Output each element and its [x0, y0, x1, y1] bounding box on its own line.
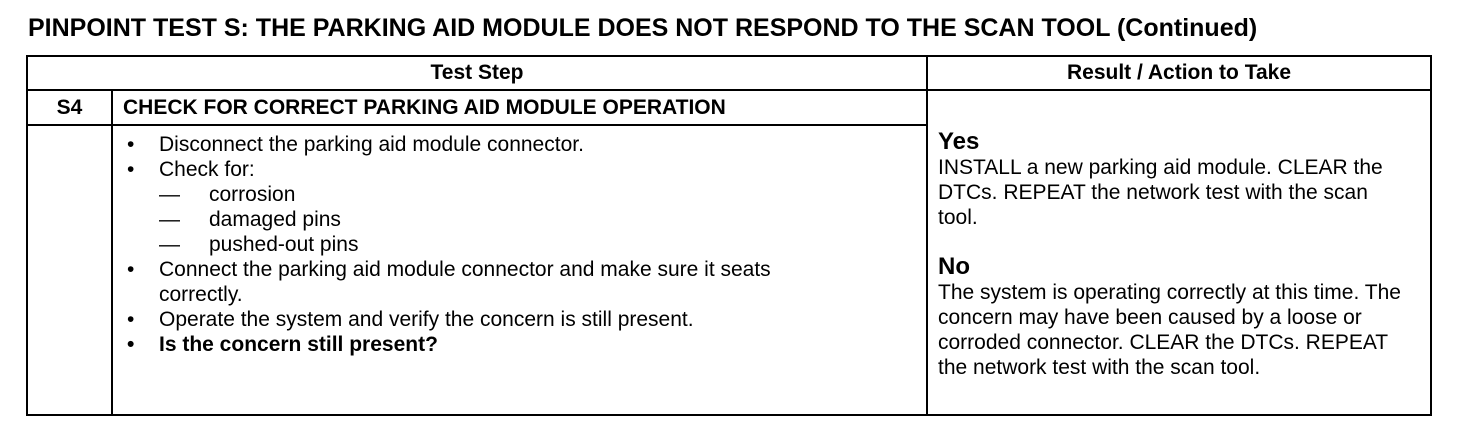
list-item [121, 132, 918, 157]
instruction-connect: Connect the parking aid module connector and make sure it seats correctly. [159, 258, 771, 306]
bullet-icon: • [127, 333, 135, 356]
bullet-icon: • [127, 258, 135, 281]
result-no-label: No [938, 253, 970, 280]
step-title: CHECK FOR CORRECT PARKING AID MODULE OPERATION [112, 90, 927, 125]
header-result-action: Result / Action to Take [927, 56, 1431, 90]
instruction-list [121, 132, 918, 357]
instruction-disconnect: Disconnect the parking aid module connector. [159, 133, 584, 156]
table-header-row [27, 56, 1431, 90]
step-title-row [27, 90, 1431, 125]
sub-item-damaged-pins: — damaged pins [159, 208, 341, 231]
list-item [121, 307, 918, 332]
result-no-text: The system is operating correctly at this time. The concern may have been caused by a loose or corroded connector. CLEAR the DTCs. REPEAT the network test with the scan tool. [938, 281, 1401, 379]
result-cell [927, 90, 1431, 415]
dash-icon: — [159, 208, 180, 231]
dash-icon: — [159, 233, 180, 256]
step-number-blank [27, 125, 112, 415]
dash-icon: — [159, 183, 180, 206]
pinpoint-test-table [26, 55, 1432, 416]
instruction-question: Is the concern still present? [159, 333, 438, 356]
header-test-step: Test Step [27, 56, 927, 90]
result-yes-label: Yes [938, 128, 980, 155]
step-number: S4 [27, 90, 112, 125]
list-item [121, 332, 918, 357]
bullet-icon: • [127, 133, 135, 156]
step-instructions [112, 125, 927, 415]
instruction-operate: Operate the system and verify the concern is still present. [159, 308, 694, 331]
result-yes-text: INSTALL a new parking aid module. CLEAR the DTCs. REPEAT the network test with the scan tool. [938, 156, 1383, 229]
sub-item-pushed-out-pins: — pushed-out pins [159, 233, 359, 256]
bullet-icon: • [127, 308, 135, 331]
page-title: PINPOINT TEST S: THE PARKING AID MODULE DOES NOT RESPOND TO THE SCAN TOOL (Continued) [28, 14, 1258, 42]
sub-item-corrosion: — corrosion [159, 183, 296, 206]
list-item [121, 257, 849, 307]
list-item [121, 157, 918, 257]
instruction-check-for: Check for: [159, 158, 255, 181]
bullet-icon: • [127, 158, 135, 181]
